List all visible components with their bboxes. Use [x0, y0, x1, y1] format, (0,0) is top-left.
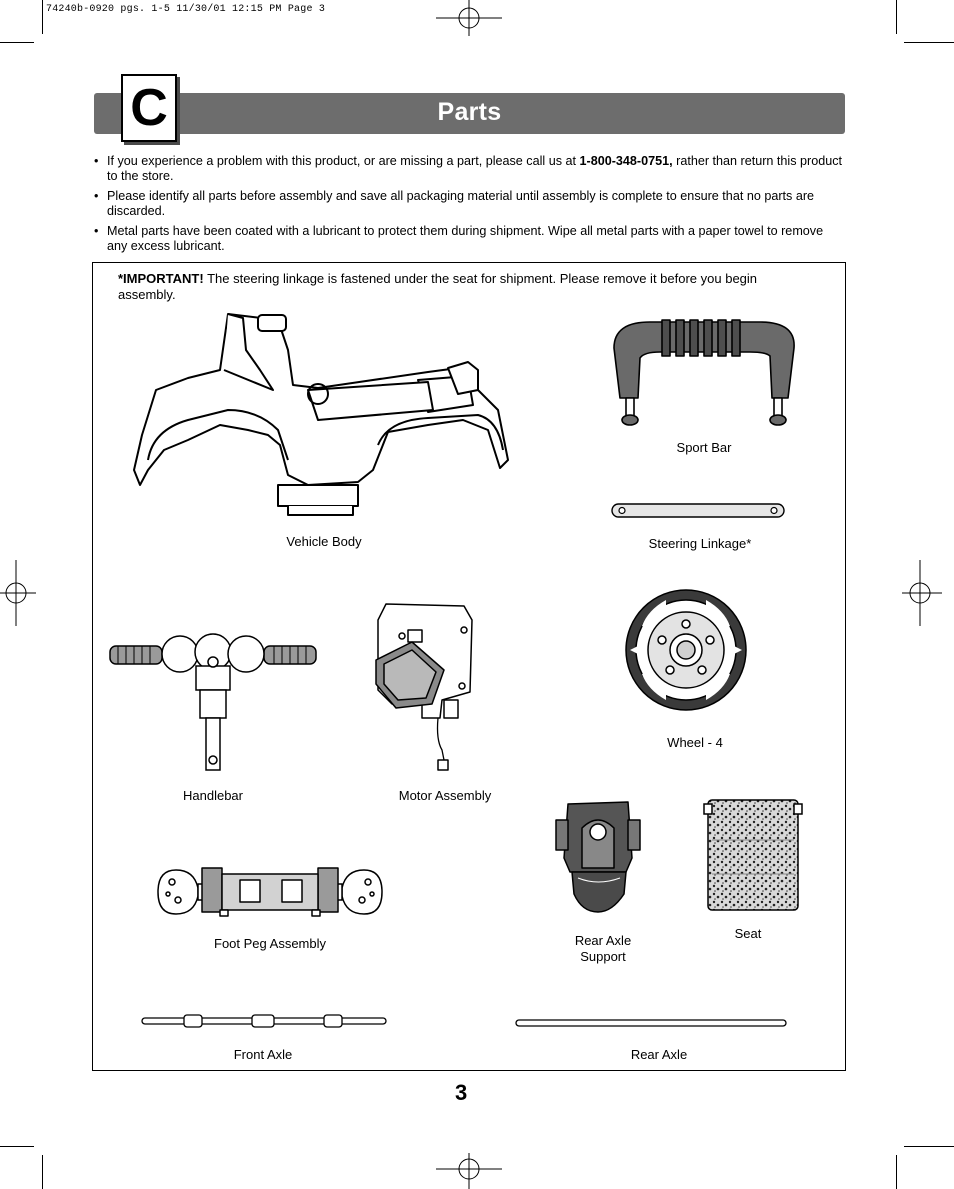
phone-number: 1-800-348-0751,: [579, 154, 673, 168]
registration-mark: [436, 0, 502, 38]
list-item: [94, 154, 844, 184]
part-label-rear-axle-support-line1: Rear Axle: [574, 933, 632, 948]
instruction-list: [94, 154, 844, 259]
bullet-text: If you experience a problem with this product, or are missing a part, please call us at: [107, 154, 580, 168]
section-letter: C: [130, 79, 168, 137]
part-label-wheel: Wheel - 4: [667, 735, 723, 750]
crop-mark: [896, 1155, 897, 1189]
registration-mark: [902, 560, 954, 626]
part-label-vehicle-body: Vehicle Body: [286, 534, 362, 549]
page-number: 3: [455, 1080, 468, 1105]
important-text: The steering linkage is fastened under the seat for shipment. Please remove it before you begin assembly.: [118, 271, 758, 302]
bullet-text: Metal parts have been coated with a lubricant to protect them during shipment. Wipe all metal parts with a paper towel to remove any excess lubricant.: [107, 224, 824, 253]
part-label-rear-axle-support-line2: Support: [580, 949, 626, 964]
sport-bar-illustration: [610, 318, 798, 430]
section-title: Parts: [437, 98, 502, 126]
registration-mark: [436, 1151, 502, 1189]
part-label-front-axle: Front Axle: [233, 1047, 293, 1062]
handlebar-illustration: [108, 632, 318, 774]
vehicle-body-illustration: [128, 310, 512, 520]
part-label-sport-bar: Sport Bar: [676, 440, 732, 455]
wheel-illustration: [622, 586, 750, 714]
section-header-bar: [94, 93, 845, 134]
crop-mark: [0, 42, 34, 43]
crop-mark: [896, 0, 897, 34]
list-item: [94, 224, 844, 254]
part-label-rear-axle: Rear Axle: [630, 1047, 688, 1062]
section-letter-box: [121, 74, 177, 142]
part-label-handlebar: Handlebar: [183, 788, 243, 803]
bullet-text: rather than return this product to the store.: [107, 154, 843, 183]
crop-mark: [42, 1155, 43, 1189]
part-label-seat: Seat: [734, 926, 762, 941]
part-label-foot-peg-assembly: Foot Peg Assembly: [214, 936, 326, 951]
bullet-text: Please identify all parts before assembly and save all packaging material until assembly is complete to ensure that no parts are discarded.: [107, 189, 815, 218]
crop-mark: [0, 1146, 34, 1147]
important-label: *IMPORTANT!: [118, 271, 204, 286]
important-note: [118, 271, 818, 303]
seat-illustration: [704, 796, 802, 914]
steering-linkage-illustration: [610, 502, 786, 520]
list-item: [94, 189, 844, 219]
front-axle-illustration: [140, 1012, 388, 1030]
foot-peg-assembly-illustration: [154, 862, 386, 922]
crop-mark: [904, 1146, 954, 1147]
rear-axle-illustration: [514, 1016, 788, 1030]
registration-mark: [0, 560, 36, 626]
motor-assembly-illustration: [372, 600, 476, 776]
part-label-motor-assembly: Motor Assembly: [398, 788, 492, 803]
part-label-steering-linkage: Steering Linkage*: [648, 536, 752, 551]
rear-axle-support-illustration: [552, 798, 644, 916]
crop-mark: [42, 0, 43, 34]
crop-mark: [904, 42, 954, 43]
print-slug: 74240b-0920 pgs. 1-5 11/30/01 12:15 PM Page 3: [46, 4, 326, 15]
